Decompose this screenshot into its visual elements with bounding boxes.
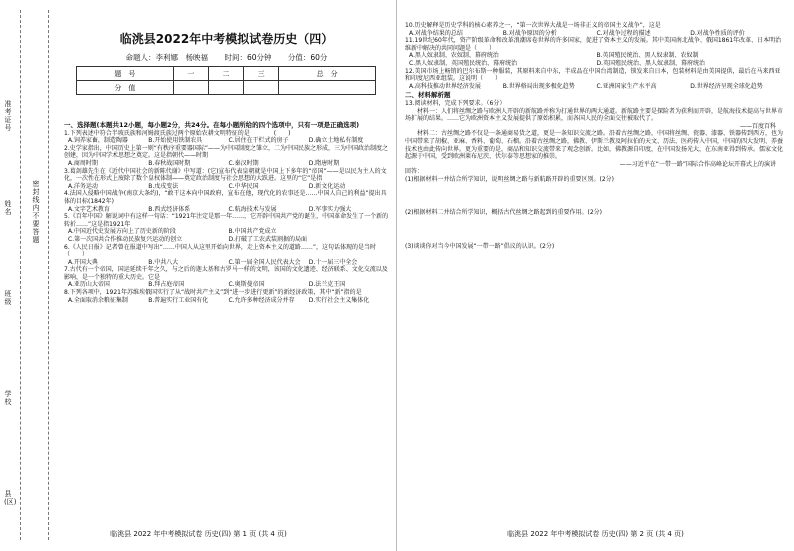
material-2: 材料二：古丝绸之路不仅是一条通商易货之道，更是一条知识交流之路。沿着古丝绸之路，中国将丝绸、瓷器、漆器、铁器传到西方，也为中国带来了胡椒、亚麻、香料、葡萄、石榴。沿着古丝绸之路，佛教、伊斯兰教及阿拉伯的天文、历法、医药传入中国，中国的四大发明、养蚕技术也由此传向世界。更为重要的是，商品和知识交流带来了观念创新。比如，佛教源自印度，在中国发扬光大，在东南亚得到传承。儒家文化起源于中国，受到欧洲莱布尼茨、伏尔泰等思想家的推崇。 — [405, 130, 784, 161]
answer-option[interactable]: C.秦汉时期 — [228, 159, 259, 167]
page-footer: 临洮县 2022 年中考模拟试卷 历史(四) 第 1 页 (共 4 页) — [110, 530, 287, 538]
question-stem: 7.古代有一个帝国，国运延续千年之久，与之后的迦太基和古罗马一样的文明，该国的文化遗迹、经济联系、文化交流以及影响，是一个独特的重大历史。它是 — [64, 266, 388, 281]
answer-option[interactable]: C.中华民国 — [228, 182, 259, 190]
answer-option[interactable]: D.十一届三中全会 — [308, 258, 358, 266]
option-group — [64, 206, 389, 214]
answer-option[interactable]: B.开始使用铁制农具 — [148, 137, 203, 145]
answer-option[interactable]: B.对战争原因的分析 — [502, 29, 557, 37]
exam-title: 临洮县2022年中考模拟试卷历史（四） — [119, 32, 334, 46]
binding-warning: 密 封 线 内 不 要 答 题 — [32, 180, 40, 244]
section-2-heading: 二、材料解析题 — [405, 91, 451, 100]
option-group — [64, 137, 389, 145]
binding-line-inner — [48, 10, 49, 540]
answer-option[interactable]: C.亚洲国家生产水平高 — [596, 82, 657, 90]
exam-time: 时间：60分钟 — [224, 53, 272, 62]
question-item — [405, 22, 784, 37]
answer-option[interactable]: A.黑人奴隶制、农奴制、幕府统治 — [409, 52, 499, 60]
question-list — [405, 22, 784, 90]
material-1-source: ——百度百科 — [739, 122, 776, 130]
option-group — [64, 228, 389, 243]
answer-option[interactable]: A.文字艺术教育 — [68, 205, 110, 213]
section-1 — [64, 122, 389, 304]
option-group — [64, 281, 389, 289]
option-group — [405, 83, 784, 91]
answer-option[interactable]: C.对战争过程的描述 — [596, 29, 651, 37]
option-group — [405, 52, 784, 67]
score-input[interactable] — [244, 81, 279, 95]
binding-label-county: 县(区) — [4, 490, 17, 506]
exam-score: 分值：60分 — [287, 53, 328, 62]
page-2 — [397, 0, 794, 551]
answer-option[interactable]: B.普遍实行工业国有化 — [148, 296, 209, 304]
answer-option[interactable]: A.洋务运动 — [68, 182, 98, 190]
binding-margin — [0, 0, 60, 551]
answer-option[interactable]: A.全面取消余粮征集制 — [68, 296, 128, 304]
answer-option[interactable]: B.拜占庭帝国 — [148, 281, 185, 289]
question-stem: 5.《百年中国》解说词中有这样一句话：“1921年注定是那一年……，它开辟中国共产党的诞生，中国革命发生了一个新的转折……”这是指1921年 — [64, 213, 389, 228]
answer-option[interactable]: C.航海技术与发展 — [228, 205, 277, 213]
answer-option[interactable]: C.黑人奴隶制、英国殖民统治、幕府统治 — [409, 59, 518, 67]
exam-meta — [62, 52, 391, 63]
material-1: 材料一：人们将丝绸之路与欧洲人开辟的新航路并称为打通世界的两大通道。新航路主要是探险者为获利而开辟，是航海技术提高与世界市场扩展的结果。……它为欧洲资本主义发展提供了原始积累，而各国人民的全面交往被取代了。 — [405, 107, 784, 123]
binding-label-name: 姓名 — [4, 200, 12, 216]
question-stem: 3.葛剑雄先生在《近代中国社会的新陈代谢》中写道：(它)宣布代表皇朝就是中国上下多年的“帝国”——是以民为主人的文化，一次性在形式上废除了数个皇权体制——奠定政治制度与社会思想的大跃进。这里的“它”是指 — [64, 167, 387, 183]
score-cell-part1: 一 — [173, 67, 208, 81]
material-2-source: ——习近平在“一带一路”国际合作高峰论坛开幕式上的演讲 — [619, 160, 776, 168]
question-item — [64, 244, 389, 267]
exam-author: 命题人：李利娜 杨映福 — [125, 53, 209, 62]
score-table-value-row — [77, 81, 376, 95]
question-item — [64, 168, 389, 191]
score-cell-part3: 三 — [244, 67, 279, 81]
score-cell-label: 题 号 — [77, 67, 174, 81]
question-stem: 6.《人民日报》记者曾在报道中写出“……中国人从这里开始向世界，走上资本主义的道路……”，这句话体现的是当时（ ） — [64, 243, 376, 259]
question-stem: 10.历史解释是历史学科的核心素养之一，“第一次世界大战是一场非正义的帝国主义战争”，这是 — [405, 22, 661, 29]
binding-label-school: 学校 — [4, 390, 12, 406]
answer-area-1[interactable] — [405, 183, 784, 209]
answer-option[interactable]: C.第一届全国人民代表大会 — [228, 258, 301, 266]
answer-option[interactable]: A.商周时期 — [68, 159, 98, 167]
binding-line-outer — [20, 10, 21, 540]
question-stem: 8.下列各项中，1921年苏维埃俄国实行了从“战时共产主义”到“进一步进行更新”的新经济政策，其中“新”指的是 — [64, 289, 362, 297]
answer-option[interactable]: C.允许多种经济成分并存 — [228, 296, 295, 304]
answer-option[interactable]: C.第一次国共合作推动民族复兴运动的创立 — [68, 235, 183, 243]
answer-option[interactable]: B.中共八大 — [148, 258, 179, 266]
score-input[interactable] — [279, 81, 376, 95]
question-13-stem: 13.阅读材料，完成下列要求。（6分） — [405, 99, 506, 107]
option-group — [64, 297, 389, 305]
answer-option[interactable]: B.西式经济体系 — [148, 205, 191, 213]
answer-option[interactable]: D.英国殖民统治、黑人奴隶制、幕府统治 — [596, 59, 706, 67]
answer-option[interactable]: A.饲养家畜，制造陶器 — [68, 137, 128, 145]
answer-option[interactable]: A.中国近代史发展方向上了历史新的阶段 — [68, 228, 176, 236]
sub-question-1: (1)根据材料一并结合所学知识，说明丝绸之路与新航路开辟的重要区别。(2分) — [405, 175, 614, 183]
answer-option[interactable]: D.隋唐时期 — [308, 159, 340, 167]
answer-option[interactable]: B.英国殖民统治、黑人奴隶制、农奴制 — [596, 52, 699, 60]
question-stem: 12.美国市场上畅销的巴尔布斯一种服装，其原料来自中东，半成品在中国台湾制造，锁发来自日本，包装材料是由美国提供，最后在马来西亚和印度尼西亚组装。这说明（ ） — [405, 67, 781, 83]
answer-option[interactable]: D.世界经济呈现全球化趋势 — [690, 82, 763, 90]
sub-question-2: (2)根据材料二并结合所学知识，概括古代丝绸之路起到的重要作用。(2分) — [405, 209, 602, 217]
page-2-body — [405, 22, 784, 269]
page-footer: 临洮县 2022 年中考模拟试卷 历史(四) 第 2 页 (共 4 页) — [507, 530, 684, 538]
answer-option[interactable]: C.居住在干栏式的房子 — [228, 137, 289, 145]
score-table — [76, 66, 376, 95]
option-group — [64, 160, 389, 168]
question-item — [64, 145, 389, 168]
question-item — [405, 68, 784, 91]
question-stem: 2.史学家指出，中国历史上第一则“有秩序重要器国际”——为中国制度之雏立，二为中国民族之形成，三为中国政治制度之创建，因为中国学术思想之奠定。这是指朝代——时期 — [64, 144, 388, 160]
binding-label-exam-number: 准考证号 — [4, 100, 12, 132]
answer-option[interactable]: A.亚历山大帝国 — [68, 281, 110, 289]
question-item — [64, 289, 389, 304]
answer-area-2[interactable] — [405, 217, 784, 243]
question-item — [64, 213, 389, 243]
answer-option[interactable]: A.对战争结果的总结 — [409, 29, 463, 37]
sub-question-3: (3)谈谈你对当今中国发展“一带一路”倡议的认识。(2分) — [405, 243, 555, 251]
answer-option[interactable]: D.法兰克王国 — [308, 281, 346, 289]
question-item — [64, 130, 389, 145]
answer-option[interactable]: C.奥斯曼帝国 — [228, 281, 265, 289]
answer-option[interactable]: A.高科技推动世界经济发展 — [409, 82, 481, 90]
section-1-heading: 一、选择题(本题共12小题，每小题2分，共24分。在每小题所给的四个选项中，只有一项是正确选项) — [64, 121, 360, 129]
question-stem: 4.法国人侵略中国战争(南京大条约)，“敢干这本向中国政府，宣布在他，现代化的农事还是……中国人自己的利益”提出具体的目标(1842年) — [64, 190, 387, 205]
score-cell-part2: 二 — [208, 67, 243, 81]
answer-option[interactable]: B.中国共产党成立 — [228, 228, 277, 236]
answer-option[interactable]: D.实行社会主义集体化 — [308, 296, 370, 304]
answer-option[interactable]: D.新文化运动 — [308, 182, 346, 190]
answer-option[interactable]: D.打破了工农武装割据的局面 — [228, 235, 308, 243]
score-input[interactable] — [173, 81, 208, 95]
binding-label-class: 班级 — [4, 290, 12, 306]
score-cell-value-label: 分 值 — [77, 81, 174, 95]
answer-option[interactable]: B.戊戌变法 — [148, 182, 179, 190]
answer-option[interactable]: B.世界格局出现多极化趋势 — [502, 82, 575, 90]
score-cell-total: 总 分 — [279, 67, 376, 81]
answer-option[interactable]: D.军事实力强大 — [308, 205, 352, 213]
score-table-header-row — [77, 67, 376, 81]
score-input[interactable] — [208, 81, 243, 95]
answer-option[interactable]: B.春秋战国时期 — [148, 159, 191, 167]
answer-area-3[interactable] — [405, 251, 784, 269]
answer-option[interactable]: D.对战争性质的评价 — [690, 29, 745, 37]
question-list — [64, 130, 389, 305]
question-item — [64, 266, 389, 289]
question-stem: 11.19世纪60年代，资产阶级革命和改革浪潮席卷世界的许多国家，促进了资本主义的发展。其中美国南北战争、俄国1861年改革、日本明治维新中解决的共同问题是（ ） — [405, 37, 782, 52]
answer-heading: 回答： — [405, 168, 424, 176]
question-stem: 1.下列表述中符合半坡氏族和河姆渡氏族过两个原始农耕文明特征的是 ( ) — [64, 129, 291, 137]
question-item — [405, 37, 784, 67]
answer-option[interactable]: A.开国大典 — [68, 258, 98, 266]
answer-option[interactable]: D.确立土地私有制度 — [308, 137, 364, 145]
question-item — [64, 190, 389, 213]
